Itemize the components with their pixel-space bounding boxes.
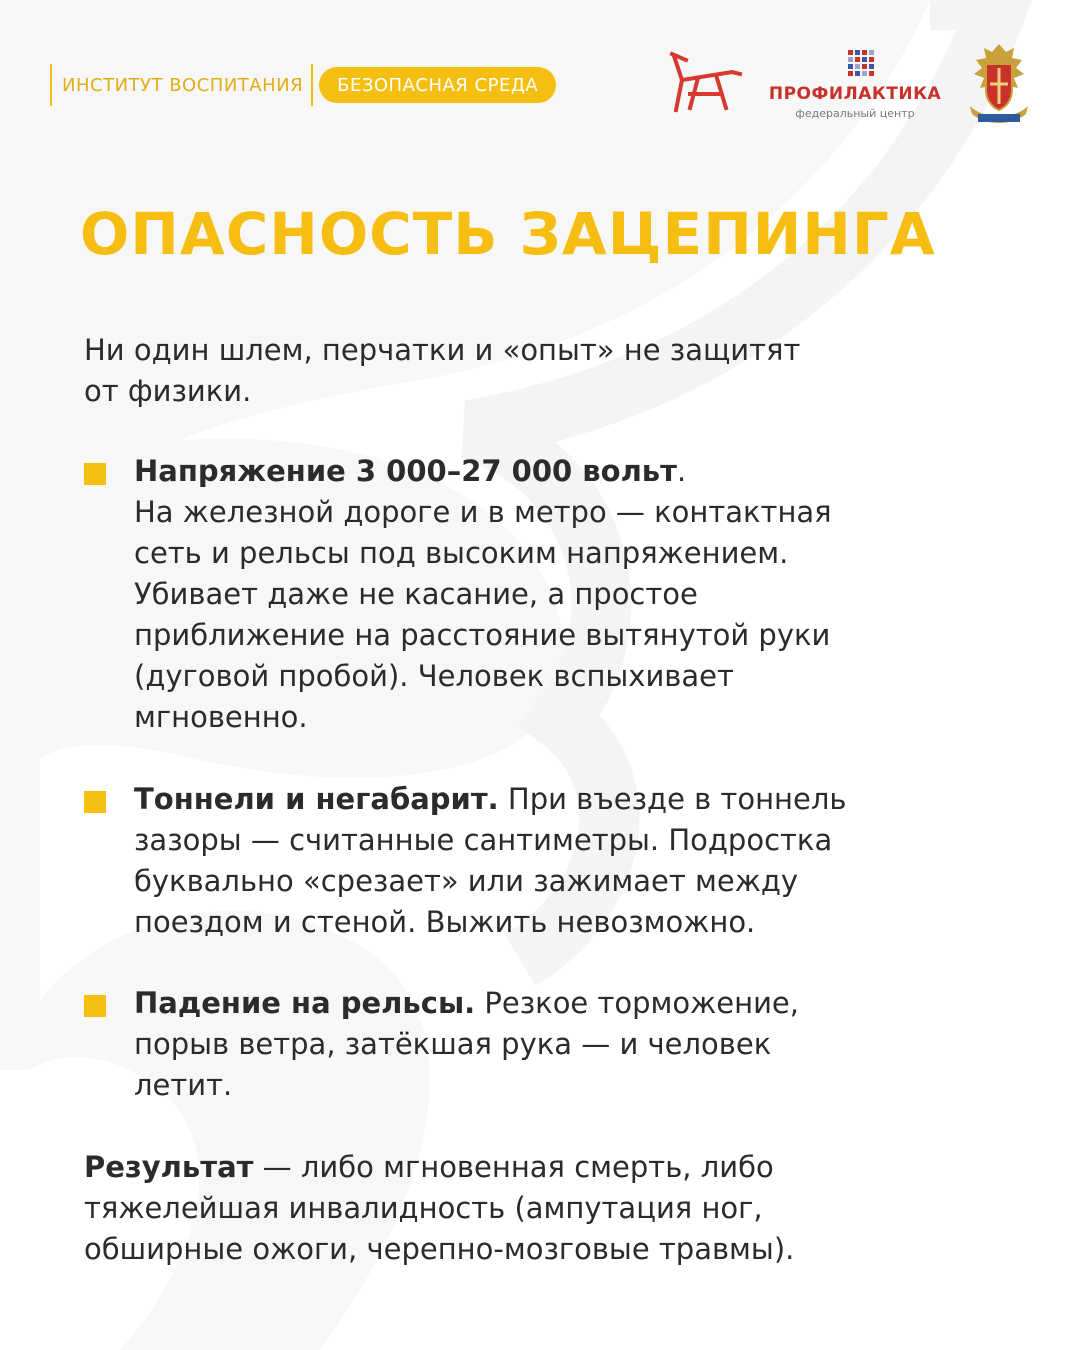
safe-environment-badge: БЕЗОПАСНАЯ СРЕДА bbox=[319, 67, 556, 103]
list-item-rest: Резкое торможение, bbox=[475, 986, 799, 1020]
grid-logo-icon bbox=[848, 50, 874, 76]
intro-line: от физики. bbox=[84, 374, 252, 408]
header-brand bbox=[50, 64, 556, 106]
intro-paragraph bbox=[84, 330, 964, 412]
list-item-heading bbox=[134, 779, 954, 820]
institute-label: ИНСТИТУТ ВОСПИТАНИЯ bbox=[62, 74, 304, 96]
divider-bar bbox=[311, 64, 313, 106]
intro-line: Ни один шлем, перчатки и «опыт» не защитят bbox=[84, 333, 801, 367]
list-item-bold: Напряжение 3 000–27 000 вольт bbox=[134, 454, 677, 488]
result-paragraph bbox=[84, 1147, 984, 1270]
result-rest: — либо мгновенная смерть, либо bbox=[253, 1150, 774, 1184]
bullet-square-icon bbox=[84, 995, 106, 1017]
result-bold: Результат bbox=[84, 1150, 254, 1184]
list-item-line: На железной дороге и в метро — контактная bbox=[134, 495, 832, 529]
bullet-square-icon bbox=[84, 791, 106, 813]
chair-logo-icon bbox=[668, 50, 744, 116]
list-item-heading bbox=[134, 451, 954, 492]
result-line: обширные ожоги, черепно-мозговые травмы). bbox=[84, 1232, 795, 1266]
list-item-line: зазоры — считанные сантиметры. Подростка bbox=[134, 823, 833, 857]
profilaktika-subtitle: федеральный центр bbox=[795, 107, 915, 120]
list-item-body bbox=[134, 983, 954, 1106]
list-item-body bbox=[134, 451, 954, 738]
result-line: тяжелейшая инвалидность (ампутация ног, bbox=[84, 1191, 763, 1225]
list-item-line: сеть и рельсы под высоким напряжением. bbox=[134, 536, 789, 570]
list-item-line: летит. bbox=[134, 1068, 233, 1102]
list-item-line: поездом и стеной. Выжить невозможно. bbox=[134, 905, 756, 939]
bullet-square-icon bbox=[84, 463, 106, 485]
list-item-rest: При въезде в тоннель bbox=[498, 782, 847, 816]
profilaktika-logo bbox=[764, 44, 946, 124]
police-emblem-icon bbox=[964, 40, 1034, 130]
result-heading bbox=[84, 1147, 984, 1188]
list-item-bold: Тоннели и негабарит. bbox=[134, 782, 499, 816]
list-item-line: буквально «срезает» или зажимает между bbox=[134, 864, 799, 898]
profilaktika-title: ПРОФИЛАКТИКА bbox=[768, 84, 942, 104]
list-item-bold: Падение на рельсы. bbox=[134, 986, 476, 1020]
list-item-body bbox=[134, 779, 954, 943]
list-item-line: мгновенно. bbox=[134, 700, 308, 734]
list-item-line: порыв ветра, затёкшая рука — и человек bbox=[134, 1027, 772, 1061]
page-title: ОПАСНОСТЬ ЗАЦЕПИНГА bbox=[80, 200, 936, 268]
list-item-line: (дуговой пробой). Человек вспыхивает bbox=[134, 659, 734, 693]
list-item-bold-tail: . bbox=[676, 454, 687, 488]
list-item-line: Убивает даже не касание, а простое bbox=[134, 577, 698, 611]
list-item-line: приближение на расстояние вытянутой руки bbox=[134, 618, 831, 652]
list-item-heading bbox=[134, 983, 954, 1024]
